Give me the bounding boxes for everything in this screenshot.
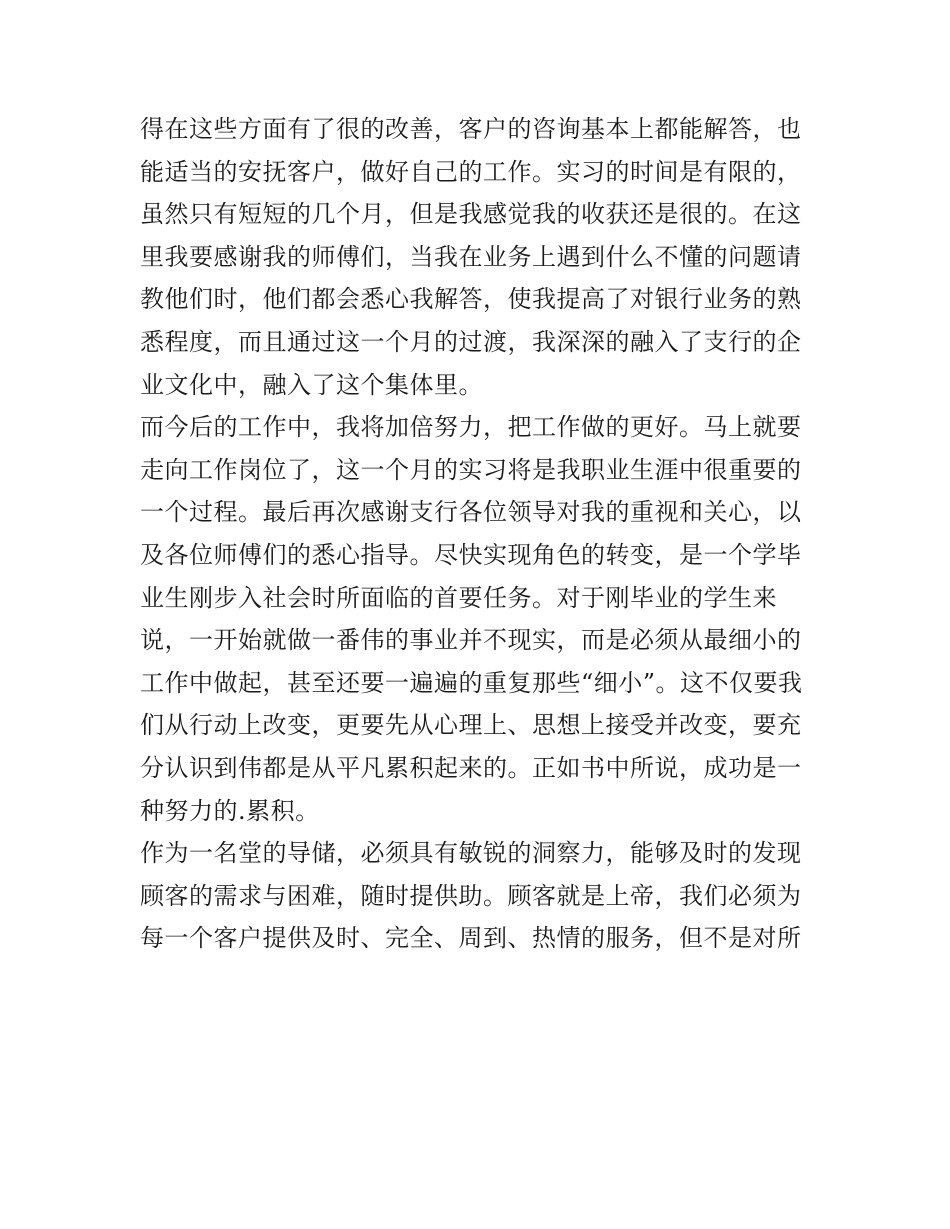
- text-line: 走向工作岗位了，这一个月的实习将是我职业生涯中很重要的: [140, 455, 802, 484]
- text-line: 及各位师傅们的悉心指导。尽快实现角色的转变，是一个学毕: [140, 540, 802, 569]
- text-line: 教他们时，他们都会悉心我解答，使我提高了对银行业务的熟: [140, 285, 802, 314]
- text-line: 一个过程。最后再次感谢支行各位领导对我的重视和关心，以: [140, 498, 802, 527]
- text-line: 而今后的工作中，我将加倍努力，把工作做的更好。马上就要: [140, 413, 802, 442]
- text-line: 顾客的需求与困难，随时提供助。顾客就是上帝，我们必须为: [140, 881, 802, 910]
- text-line: 业文化中，融入了这个集体里。: [140, 370, 483, 399]
- body-text: [140, 108, 820, 960]
- text-line: 们从行动上改变，更要先从心理上、思想上接受并改变，要充: [140, 711, 802, 740]
- text-line: 能适当的安抚客户，做好自己的工作。实习的时间是有限的，: [140, 157, 802, 186]
- text-line: 工作中做起，甚至还要一遍遍的重复那些“细小”。这不仅要我: [140, 668, 803, 697]
- text-line: 业生刚步入社会时所面临的首要任务。对于刚毕业的学生来: [140, 583, 777, 612]
- text-line: 每一个客户提供及时、完全、周到、热情的服务，但不是对所: [140, 924, 802, 953]
- text-line: 悉程度，而且通过这一个月的过渡，我深深的融入了支行的企: [140, 327, 802, 356]
- text-line: 分认识到伟都是从平凡累积起来的。正如书中所说，成功是一: [140, 753, 802, 782]
- text-line: 种努力的.累积。: [140, 796, 320, 825]
- text-line: 虽然只有短短的几个月，但是我感觉我的收获还是很的。在这: [140, 200, 802, 229]
- text-line: 说，一开始就做一番伟的事业并不现实，而是必须从最细小的: [140, 626, 802, 655]
- text-line: 作为一名堂的导储，必须具有敏锐的洞察力，能够及时的发现: [140, 839, 802, 868]
- text-line: 得在这些方面有了很的改善，客户的咨询基本上都能解答，也: [140, 115, 802, 143]
- text-line: 里我要感谢我的师傅们，当我在业务上遇到什么不懂的问题请: [140, 242, 802, 271]
